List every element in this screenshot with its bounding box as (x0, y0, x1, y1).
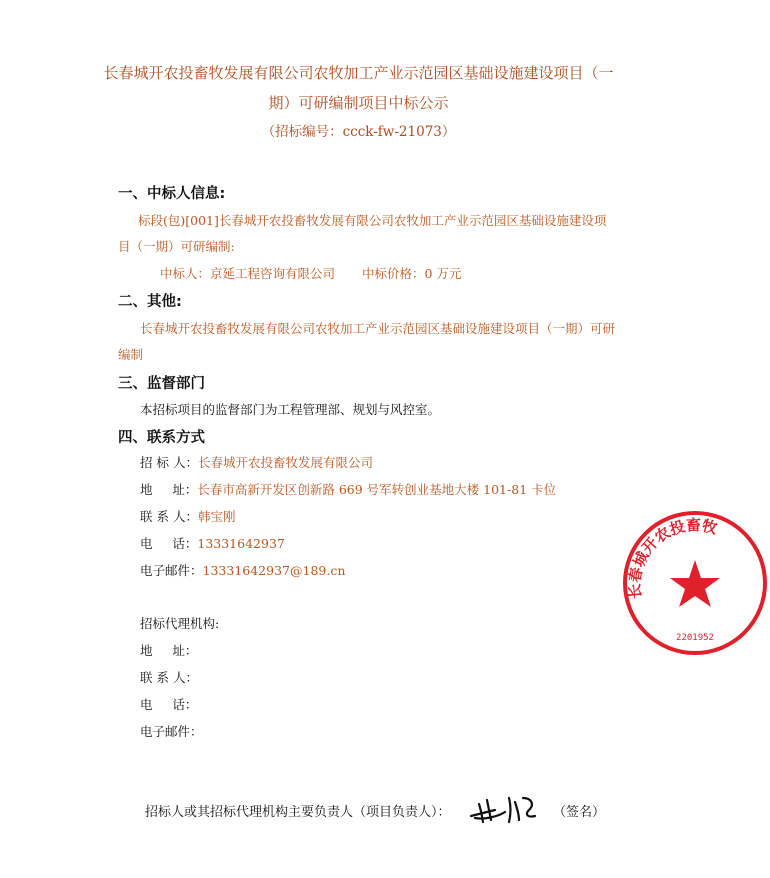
phone-label: 电 话： (140, 536, 198, 551)
section3-heading: 三、监督部门 (118, 376, 205, 392)
section1-lot-line2: 目（一期）可研编制: (118, 239, 235, 254)
bid-number: （招标编号：ccck-fw-21073） (261, 124, 456, 140)
email-row (140, 561, 345, 579)
signature-text: 招标人或其招标代理机构主要负责人（项目负责人）： (145, 805, 451, 820)
winner-value: 京延工程咨询有限公司 (210, 266, 336, 281)
document-title-line1: 长春城开农投畜牧发展有限公司农牧加工产业示范园区基础设施建设项目（一 (103, 64, 614, 82)
seal-text: 长春城开农投畜牧 (625, 516, 720, 600)
price-row (362, 264, 461, 282)
email-value: 13331642937@189.cn (202, 563, 346, 578)
agency-address-label: 地 址： (140, 643, 198, 658)
contact-label: 联 系 人： (140, 509, 198, 524)
signature-suffix: （签名） (553, 805, 606, 820)
phone-row (140, 534, 285, 552)
seal-star-icon (670, 560, 720, 607)
agency-email-label: 电子邮件： (140, 724, 203, 739)
email-label: 电子邮件： (140, 563, 203, 578)
address-row (140, 480, 556, 498)
section2-line1: 长春城开农投畜牧发展有限公司农牧加工产业示范园区基础设施建设项目（一期）可研 (140, 321, 616, 336)
agency-phone-label: 电 话： (140, 697, 198, 712)
tenderer-label: 招 标 人： (140, 455, 198, 470)
section2-line2: 编制 (118, 347, 144, 362)
agency-contact-label: 联 系 人： (140, 670, 198, 685)
winner-label: 中标人： (160, 266, 211, 281)
price-value: 0 万元 (424, 266, 462, 281)
section1-heading: 一、中标人信息: (118, 186, 226, 202)
contact-row (140, 507, 235, 525)
contact-value: 韩宝刚 (197, 509, 236, 524)
document-title-line2: 期）可研编制项目中标公示 (268, 94, 449, 112)
section2-heading: 二、其他: (118, 294, 182, 310)
agency-label: 招标代理机构: (140, 616, 220, 631)
company-seal (620, 508, 770, 658)
address-value: 长春市高新开发区创新路 669 号军转创业基地大楼 101-81 卡位 (197, 482, 557, 497)
phone-value: 13331642937 (197, 536, 285, 551)
seal-number: 2201952 (676, 633, 714, 643)
section1-lot-line1: 标段(包)[001]长春城开农投畜牧发展有限公司农牧加工产业示范园区基础设施建设项 (138, 213, 607, 228)
price-label: 中标价格： (362, 266, 425, 281)
winner-row (160, 264, 335, 282)
tenderer-value: 长春城开农投畜牧发展有限公司 (197, 455, 373, 470)
address-label: 地 址： (140, 482, 198, 497)
section3-line: 本招标项目的监督部门为工程管理部、规划与风控室。 (140, 402, 441, 417)
tenderer-row (140, 453, 373, 471)
handwritten-signature (465, 792, 555, 826)
section4-heading: 四、联系方式 (118, 430, 205, 446)
